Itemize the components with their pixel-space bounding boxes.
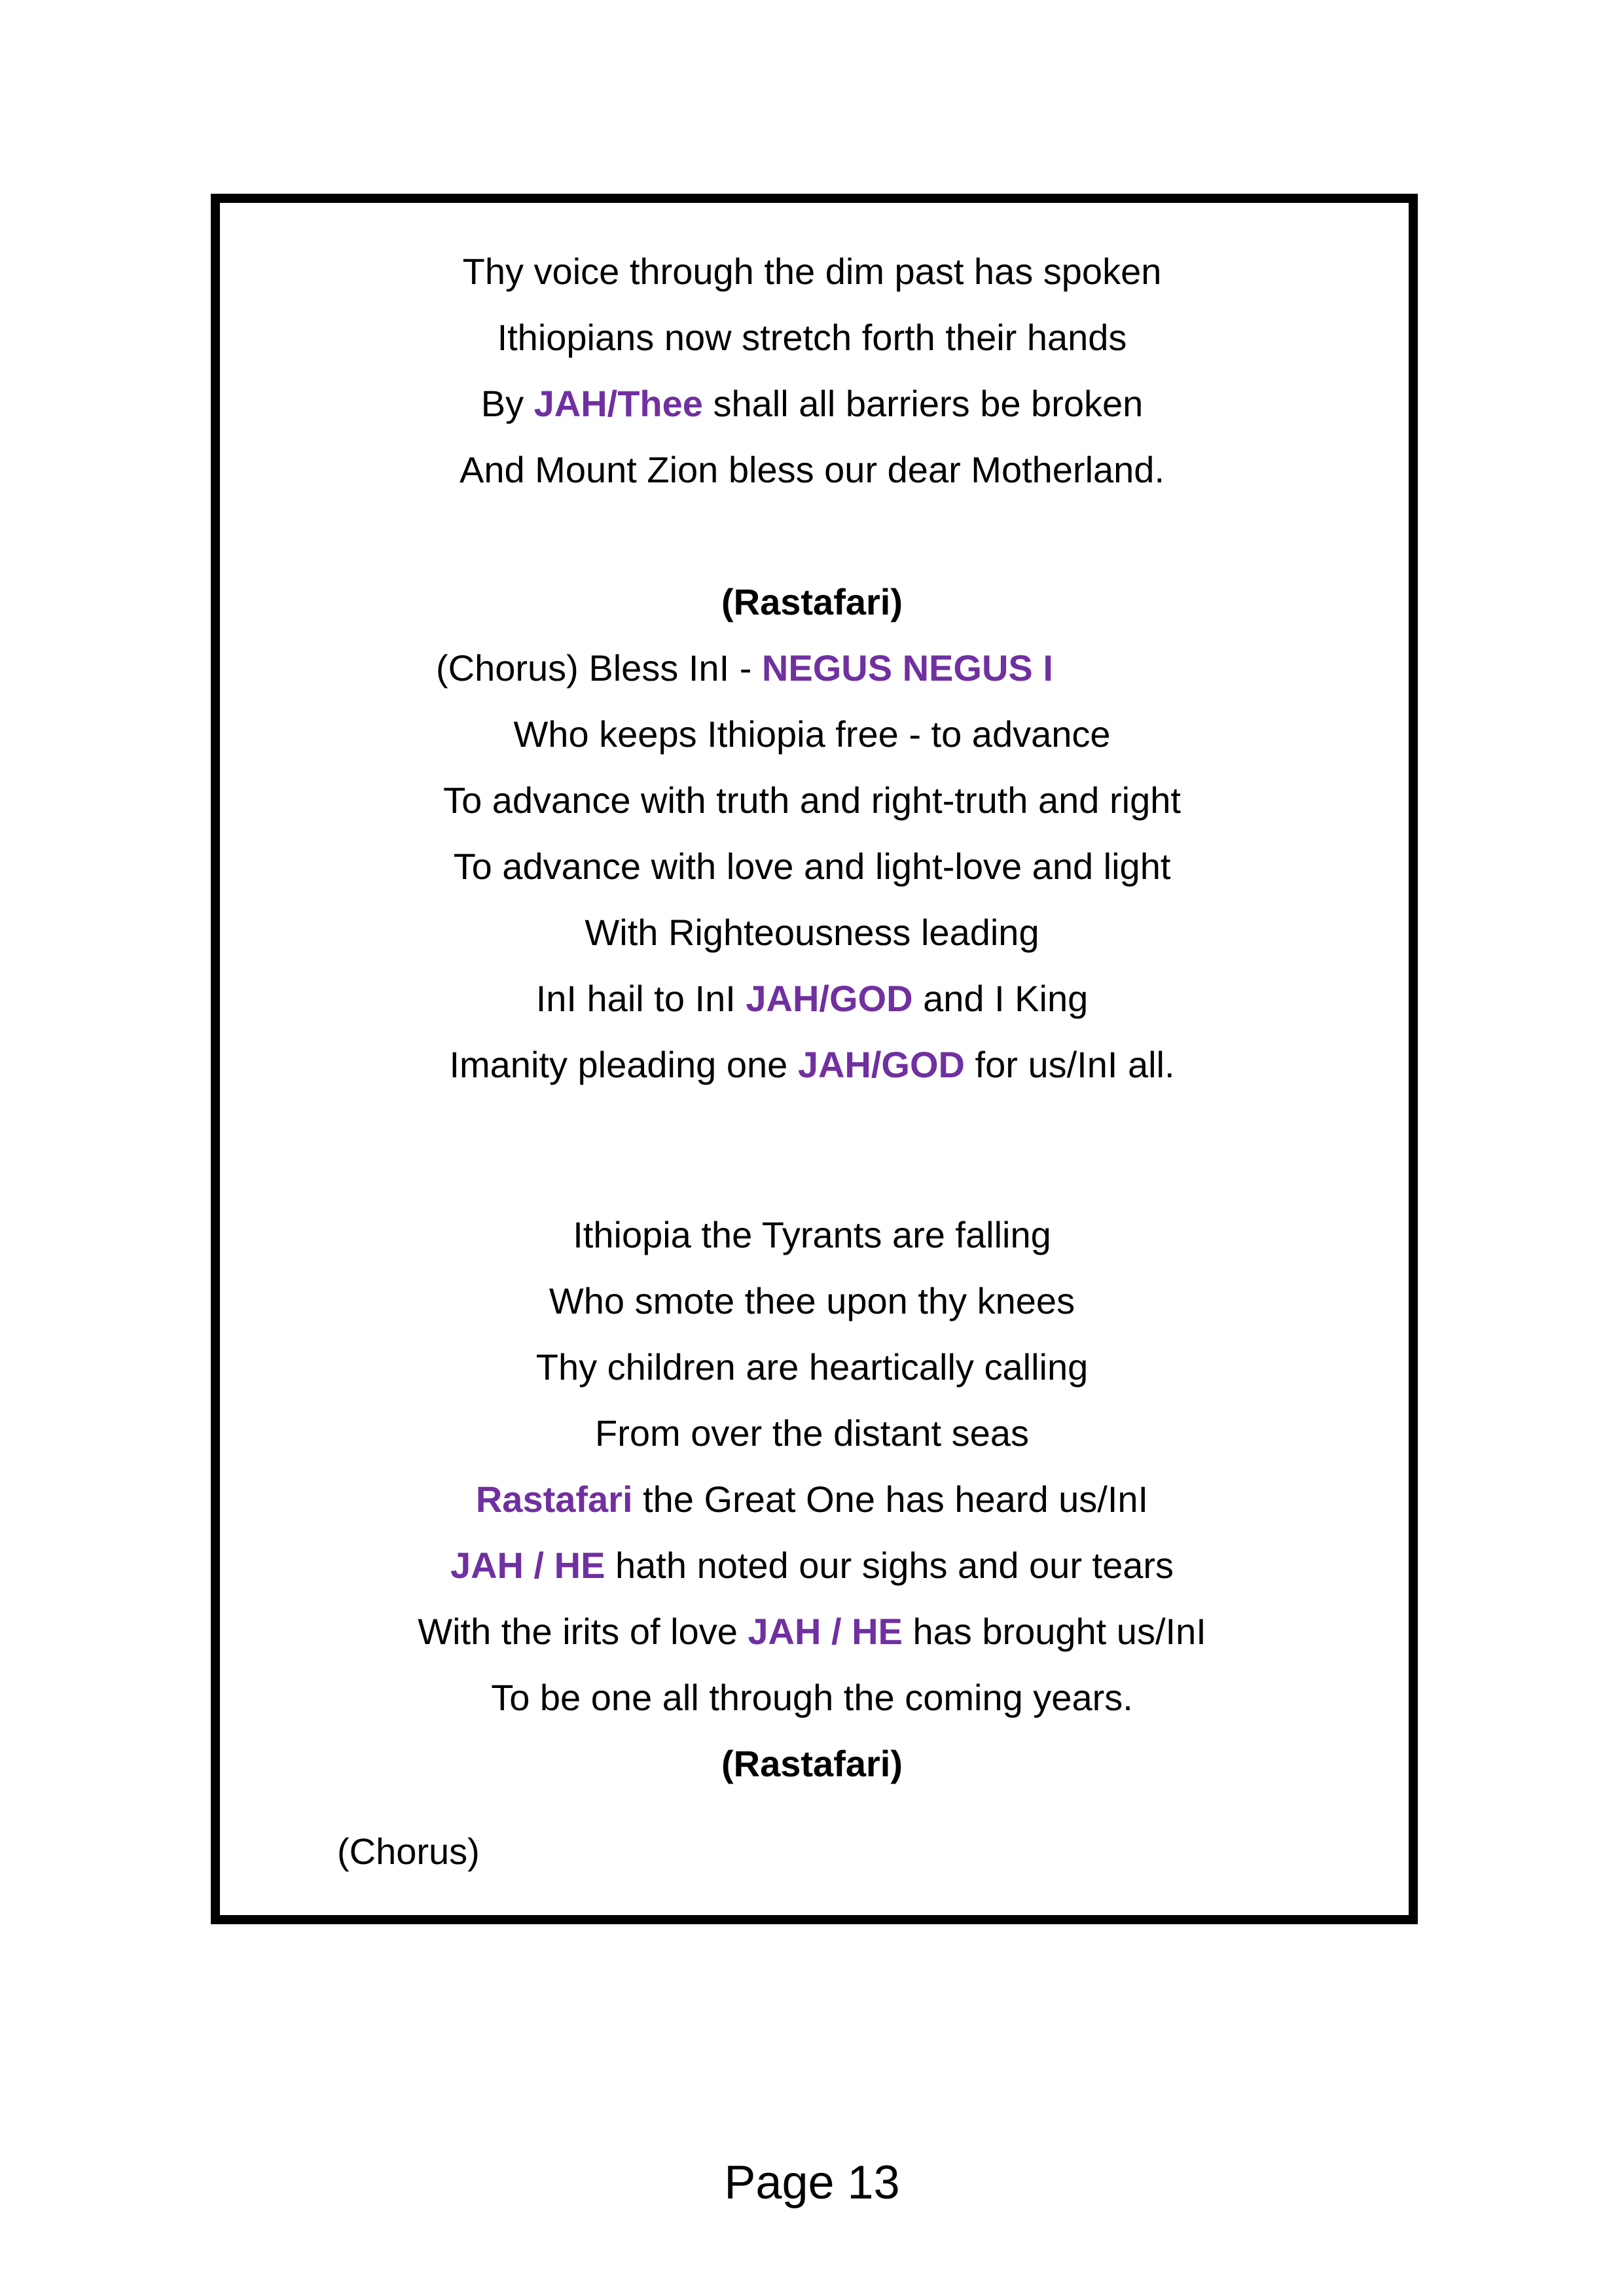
chorus-line1 bbox=[436, 647, 1053, 689]
verse2-line8: To be one all through the coming years. bbox=[491, 1677, 1133, 1718]
verse2-line6-highlight: JAH / HE bbox=[450, 1545, 605, 1586]
chorus-line7-text-c: for us/InI all. bbox=[964, 1044, 1175, 1085]
verse2-line2: Who smote thee upon thy knees bbox=[549, 1280, 1075, 1321]
verse2-line4: From over the distant seas bbox=[595, 1412, 1029, 1454]
chorus-line3: To advance with truth and right-truth and right bbox=[443, 780, 1181, 821]
chorus-line5: With Righteousness leading bbox=[585, 912, 1039, 953]
chorus-line6-text-a: InI hail to InI bbox=[535, 978, 746, 1019]
chorus-line4: To advance with love and light-love and light bbox=[453, 846, 1171, 887]
chorus-line7-text-a: Imanity pleading one bbox=[449, 1044, 798, 1085]
rastafari-heading-2: (Rastafari) bbox=[721, 1743, 903, 1784]
verse2-line6-text: hath noted our sighs and our tears bbox=[605, 1545, 1174, 1586]
chorus-reference: (Chorus) bbox=[337, 1831, 480, 1872]
verse2-line5-highlight: Rastafari bbox=[475, 1479, 633, 1520]
verse2-line5 bbox=[0, 1479, 1624, 1520]
verse2-line7-text-c: has brought us/InI bbox=[902, 1611, 1206, 1652]
rastafari-heading-1: (Rastafari) bbox=[721, 581, 903, 622]
chorus-line6-text-c: and I King bbox=[912, 978, 1089, 1019]
verse1-line1: Thy voice through the dim past has spoken bbox=[462, 251, 1162, 292]
verse1-line3 bbox=[0, 383, 1624, 425]
verse2-line3: Thy children are heartically calling bbox=[535, 1346, 1089, 1388]
chorus-line6-highlight: JAH/GOD bbox=[746, 978, 913, 1019]
verse2-line7-text-a: With the irits of love bbox=[418, 1611, 748, 1652]
verse1-line3-highlight: JAH/Thee bbox=[533, 383, 703, 424]
verse1-line4: And Mount Zion bless our dear Motherland. bbox=[459, 449, 1165, 490]
verse2-line6 bbox=[0, 1545, 1624, 1587]
verse1-line2: Ithiopians now stretch forth their hands bbox=[497, 317, 1127, 358]
verse2-line1: Ithiopia the Tyrants are falling bbox=[573, 1214, 1051, 1255]
chorus-line2: Who keeps Ithiopia free - to advance bbox=[513, 713, 1111, 755]
chorus-line6 bbox=[0, 978, 1624, 1020]
verse2-line7-highlight: JAH / HE bbox=[748, 1611, 903, 1652]
chorus-line7 bbox=[0, 1044, 1624, 1086]
verse2-line7 bbox=[0, 1611, 1624, 1653]
chorus-line7-highlight: JAH/GOD bbox=[797, 1044, 965, 1085]
verse1-line3-text-a: By bbox=[480, 383, 534, 424]
chorus-line1-text: (Chorus) Bless InI - bbox=[436, 647, 762, 689]
verse2-line5-text: the Great One has heard us/InI bbox=[632, 1479, 1149, 1520]
chorus-line1-highlight: NEGUS NEGUS I bbox=[761, 647, 1053, 689]
page-number: Page 13 bbox=[724, 2157, 900, 2209]
verse1-line3-text-c: shall all barriers be broken bbox=[702, 383, 1144, 424]
